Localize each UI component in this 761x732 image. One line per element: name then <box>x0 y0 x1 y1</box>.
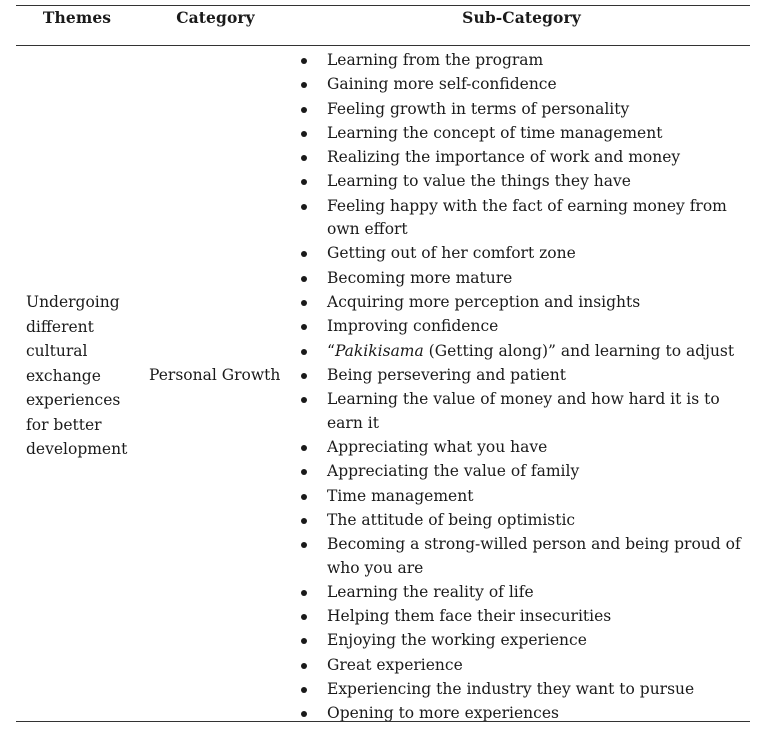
bullet-icon <box>301 107 307 113</box>
sub-category-item: Enjoying the working experience <box>300 629 748 652</box>
sub-category-item: Becoming a strong-willed person and being proud of who you are <box>300 533 748 580</box>
header-rule-sub-category <box>293 45 750 46</box>
bullet-icon <box>301 687 307 693</box>
themes-cell <box>26 290 138 462</box>
sub-category-item: Great experience <box>300 654 748 677</box>
sub-category-item: Improving confidence <box>300 315 748 338</box>
theme-line: cultural <box>26 342 88 360</box>
bullet-icon <box>301 58 307 64</box>
sub-category-item: “Pakikisama (Getting along)” and learning to adjust <box>300 340 748 363</box>
theme-line: experiences <box>26 391 121 409</box>
bullet-icon <box>301 469 307 475</box>
bullet-icon <box>301 82 307 88</box>
bullet-icon <box>301 614 307 620</box>
sub-category-item: The attitude of being optimistic <box>300 509 748 532</box>
sub-category-item: Being persevering and patient <box>300 364 748 387</box>
header-category: Category <box>176 8 255 27</box>
header-themes: Themes <box>42 8 112 27</box>
sub-category-item: Acquiring more perception and insights <box>300 291 748 314</box>
bullet-icon <box>301 300 307 306</box>
sub-category-item: Realizing the importance of work and money <box>300 146 748 169</box>
theme-line: different <box>26 317 94 336</box>
bullet-icon <box>301 251 307 257</box>
bullet-icon <box>301 494 307 500</box>
theme-line: for better <box>26 415 102 434</box>
table-top-rule <box>16 5 750 6</box>
theme-line: Undergoing <box>26 293 120 311</box>
sub-category-item: Experiencing the industry they want to pursue <box>300 678 748 701</box>
sub-category-item: Opening to more experiences <box>300 702 748 725</box>
bullet-icon <box>301 324 307 330</box>
bullet-icon <box>301 638 307 644</box>
bullet-icon <box>301 276 307 282</box>
sub-category-item: Becoming more mature <box>300 267 748 290</box>
sub-category-item: Gaining more self-confidence <box>300 73 748 96</box>
sub-category-item: Feeling growth in terms of personality <box>300 98 748 121</box>
sub-category-item: Learning from the program <box>300 49 748 72</box>
bullet-icon <box>301 349 307 355</box>
sub-category-item: Time management <box>300 485 748 508</box>
bullet-icon <box>301 155 307 161</box>
theme-line: development <box>26 440 128 458</box>
sub-category-item: Learning the reality of life <box>300 581 748 604</box>
bullet-icon <box>301 663 307 669</box>
sub-category-item: Getting out of her comfort zone <box>300 242 748 265</box>
bullet-icon <box>301 373 307 379</box>
header-rule-themes <box>16 45 138 46</box>
italic-term: Pakikisama <box>334 341 424 360</box>
table-bottom-rule <box>16 721 750 722</box>
sub-category-item: Feeling happy with the fact of earning money from own effort <box>300 195 748 242</box>
bullet-icon <box>301 445 307 451</box>
sub-category-item: Appreciating what you have <box>300 436 748 459</box>
sub-category-item: Helping them face their insecurities <box>300 605 748 628</box>
bullet-icon <box>301 131 307 137</box>
sub-category-item: Learning the value of money and how hard it is to earn it <box>300 388 748 435</box>
sub-category-item: Appreciating the value of family <box>300 460 748 483</box>
bullet-icon <box>301 590 307 596</box>
bullet-icon <box>301 518 307 524</box>
bullet-icon <box>301 204 307 210</box>
theme-line: exchange <box>26 366 101 385</box>
bullet-icon <box>301 542 307 548</box>
sub-category-item: Learning the concept of time management <box>300 122 748 145</box>
bullet-icon <box>301 397 307 403</box>
header-rule-category <box>138 45 293 46</box>
bullet-icon <box>301 711 307 717</box>
bullet-icon <box>301 179 307 185</box>
sub-category-item: Learning to value the things they have <box>300 170 748 193</box>
header-sub-category: Sub-Category <box>462 8 581 27</box>
sub-category-list <box>300 49 748 727</box>
category-cell: Personal Growth <box>149 366 281 384</box>
